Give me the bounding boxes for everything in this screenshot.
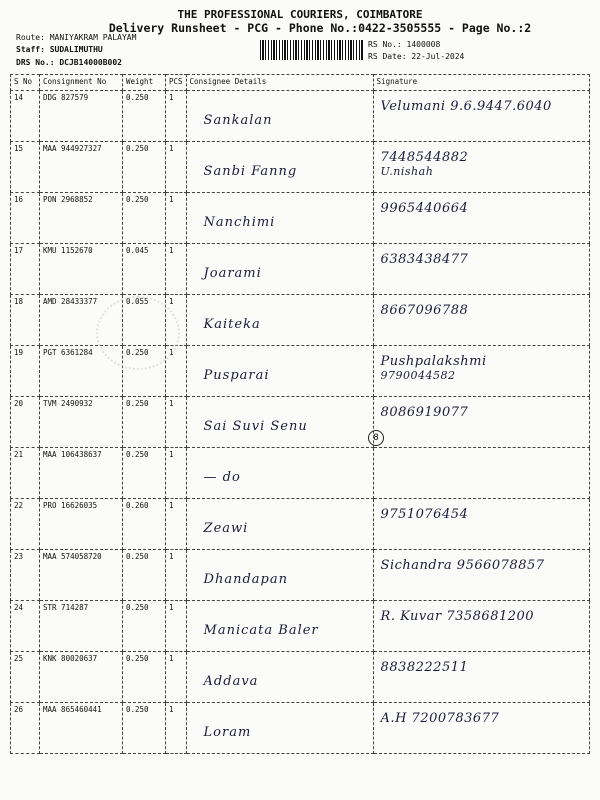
row-consignment-no: MAA 106438637: [40, 448, 123, 499]
row-pcs: 1: [166, 652, 187, 703]
faded-stamp: [96, 296, 180, 370]
table-header-row: [11, 75, 590, 91]
table-row: [11, 601, 590, 652]
row-consignment-no: MAA 574058720: [40, 550, 123, 601]
row-pcs: 1: [166, 703, 187, 754]
handwritten-signature: Velumani 9.6.9447.6040: [380, 99, 552, 114]
row-pcs: 1: [166, 193, 187, 244]
row-consignee-name: [186, 91, 373, 142]
row-consignment-no: DDG 827579: [40, 91, 123, 142]
table-row: [11, 142, 590, 193]
row-consignment-no: MAA 865460441: [40, 703, 123, 754]
row-pcs: 1: [166, 499, 187, 550]
col-consignee: Consignee Details: [186, 75, 373, 91]
col-weight: Weight: [123, 75, 166, 91]
col-signature: Signature: [373, 75, 589, 91]
row-weight: 0.250: [123, 91, 166, 142]
row-weight: 0.250: [123, 142, 166, 193]
row-pcs: 1: [166, 601, 187, 652]
row-consignment-no: PRO 16626035: [40, 499, 123, 550]
handwritten-signature: A.H 7200783677: [380, 711, 500, 726]
row-consignment-no: STR 714287: [40, 601, 123, 652]
row-weight: 0.250: [123, 550, 166, 601]
drs-label: DRS No.:: [16, 58, 55, 67]
handwritten-name: Kaiteka: [203, 317, 261, 332]
handwritten-signature: 9751076454: [380, 507, 469, 522]
table-row: [11, 448, 590, 499]
rs-no-value: 1400008: [406, 40, 441, 49]
row-sno: 25: [11, 652, 40, 703]
table-row: [11, 499, 590, 550]
table-row: [11, 244, 590, 295]
row-signature: [373, 550, 589, 601]
staff-line: [16, 45, 103, 54]
rs-date-value: 22-Jul-2024: [411, 52, 465, 61]
row-weight: 0.250: [123, 397, 166, 448]
route-line: [16, 33, 136, 42]
row-pcs: 1: [166, 142, 187, 193]
table-row: [11, 652, 590, 703]
row-sno: 14: [11, 91, 40, 142]
row-consignment-no: PON 2968852: [40, 193, 123, 244]
row-weight: 0.250: [123, 652, 166, 703]
row-signature: [373, 244, 589, 295]
handwritten-signature: 6383438477: [380, 252, 469, 267]
handwritten-name: Sankalan: [203, 113, 273, 128]
row-signature: [373, 499, 589, 550]
handwritten-signature: Pushpalakshmi: [380, 354, 487, 369]
handwritten-signature-line2: U.nishah: [380, 165, 434, 178]
table-row: [11, 91, 590, 142]
row-signature: [373, 652, 589, 703]
rs-date-line: [368, 52, 464, 61]
handwritten-signature: 7448544882: [380, 150, 469, 165]
handwritten-signature: 8086919077: [380, 405, 469, 420]
handwritten-name: Sanbi Fanng: [203, 164, 298, 179]
handwritten-name: Manicata Baler: [203, 623, 319, 638]
row-consignee-name: [186, 193, 373, 244]
row-weight: 0.055: [123, 295, 166, 346]
rs-no-line: [368, 40, 440, 49]
row-pcs: 1: [166, 448, 187, 499]
row-consignment-no: KNK 80020637: [40, 652, 123, 703]
drs-value: DCJB14000B002: [59, 58, 122, 67]
row-consignee-name: [186, 295, 373, 346]
row-pcs: 1: [166, 295, 187, 346]
row-consignment-no: AMD 28433377: [40, 295, 123, 346]
table-body: [11, 91, 590, 754]
row-consignee-name: [186, 397, 373, 448]
rs-no-label: RS No.:: [368, 40, 402, 49]
handwritten-name: Dhandapan: [203, 572, 288, 587]
table-row: [11, 193, 590, 244]
row-weight: 0.250: [123, 448, 166, 499]
table-row: [11, 397, 590, 448]
company-title: THE PROFESSIONAL COURIERS, COIMBATORE: [177, 8, 423, 21]
row-sno: 23: [11, 550, 40, 601]
row-signature: [373, 142, 589, 193]
row-consignee-name: [186, 550, 373, 601]
row-consignee-name: [186, 652, 373, 703]
row-consignee-name: [186, 346, 373, 397]
row-sno: 15: [11, 142, 40, 193]
row-signature: [373, 295, 589, 346]
handwritten-signature: Sichandra 9566078857: [380, 558, 545, 573]
row-sno: 19: [11, 346, 40, 397]
row-weight: 0.260: [123, 499, 166, 550]
row-signature: [373, 448, 589, 499]
handwritten-signature: R. Kuvar 7358681200: [380, 609, 535, 624]
handwritten-name: — do: [203, 470, 241, 485]
row-pcs: 1: [166, 91, 187, 142]
row-weight: 0.250: [123, 346, 166, 397]
row-sno: 16: [11, 193, 40, 244]
row-sno: 20: [11, 397, 40, 448]
handwritten-signature: 9965440664: [380, 201, 469, 216]
row-sno: 26: [11, 703, 40, 754]
row-sno: 24: [11, 601, 40, 652]
col-sno: S No: [11, 75, 40, 91]
table-row: [11, 550, 590, 601]
row-consignee-name: [186, 703, 373, 754]
handwritten-name: Nanchimi: [203, 215, 276, 230]
staff-label: Staff:: [16, 45, 45, 54]
rs-date-label: RS Date:: [368, 52, 407, 61]
col-pcs: PCS: [166, 75, 187, 91]
row-consignee-name: [186, 244, 373, 295]
staff-value: SUDALIMUTHU: [49, 45, 103, 54]
row-signature: [373, 193, 589, 244]
handwritten-name: Sai Suvi Senu: [203, 419, 308, 434]
row-signature: [373, 346, 589, 397]
table-row: [11, 346, 590, 397]
row-pcs: 1: [166, 244, 187, 295]
route-value: MANIYAKRAM PALAYAM: [49, 33, 137, 42]
circled-mark: 8: [368, 430, 384, 446]
table-row: [11, 703, 590, 754]
row-sno: 17: [11, 244, 40, 295]
row-signature: [373, 397, 589, 448]
row-pcs: 1: [166, 346, 187, 397]
row-consignee-name: [186, 499, 373, 550]
route-label: Route:: [16, 33, 45, 42]
handwritten-name: Pusparai: [203, 368, 270, 383]
row-signature: [373, 601, 589, 652]
row-sno: 21: [11, 448, 40, 499]
row-pcs: 1: [166, 550, 187, 601]
row-consignee-name: [186, 142, 373, 193]
row-consignment-no: MAA 944927327: [40, 142, 123, 193]
runsheet-table: [10, 74, 590, 754]
row-consignee-name: [186, 601, 373, 652]
row-consignment-no: PGT 6361284: [40, 346, 123, 397]
row-consignee-name: [186, 448, 373, 499]
row-weight: 0.250: [123, 601, 166, 652]
handwritten-signature: 8838222511: [380, 660, 469, 675]
row-weight: 0.045: [123, 244, 166, 295]
row-sno: 22: [11, 499, 40, 550]
handwritten-name: Joarami: [203, 266, 262, 281]
row-consignment-no: KMU 1152670: [40, 244, 123, 295]
row-sno: 18: [11, 295, 40, 346]
row-signature: [373, 703, 589, 754]
handwritten-name: Loram: [203, 725, 252, 740]
row-pcs: 1: [166, 397, 187, 448]
col-consignment: Consignment No: [40, 75, 123, 91]
row-weight: 0.250: [123, 703, 166, 754]
row-weight: 0.250: [123, 193, 166, 244]
handwritten-signature: 8667096788: [380, 303, 469, 318]
row-consignment-no: TVM 2490932: [40, 397, 123, 448]
row-signature: [373, 91, 589, 142]
handwritten-name: Zeawi: [203, 521, 249, 536]
drs-line: [16, 58, 122, 67]
handwritten-signature-line2: 9790044582: [380, 369, 456, 382]
handwritten-name: Addava: [203, 674, 259, 689]
runsheet-subtitle: Delivery Runsheet - PCG - Phone No.:0422-3505555 - Page No.:2: [108, 21, 532, 35]
barcode: [260, 40, 364, 60]
